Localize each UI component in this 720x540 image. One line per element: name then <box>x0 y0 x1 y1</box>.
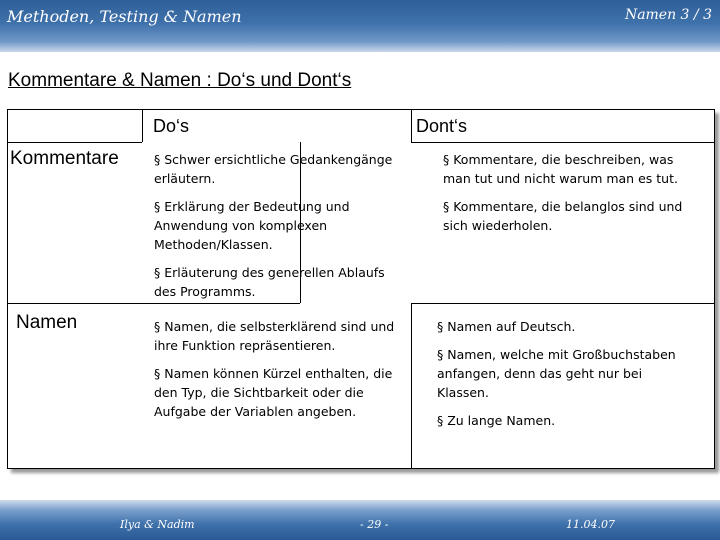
presentation-title: Methoden, Testing & Namen <box>7 7 242 26</box>
list-item: § Zu lange Namen. <box>437 413 556 428</box>
list-item: § Schwer ersichtliche Gedankengänge erläutern. <box>154 152 393 186</box>
divider <box>8 142 142 143</box>
list-item: § Kommentare, die beschreiben, was man tut und nicht warum man es tut. <box>443 152 678 186</box>
list-item: § Namen, welche mit Großbuchstaben anfangen, denn das geht nur bei Klassen. <box>437 347 676 400</box>
slide-label: Namen 3 / 3 <box>624 7 712 23</box>
divider <box>411 303 412 468</box>
divider <box>411 142 714 143</box>
list-item: § Kommentare, die belanglos sind und sich wiederholen. <box>443 199 683 233</box>
list-item: § Erläuterung des generellen Ablaufs des Programms. <box>154 265 385 299</box>
list-item: § Namen auf Deutsch. <box>437 319 576 334</box>
list-item: § Namen, die selbsterklärend sind und ihre Funktion repräsentieren. <box>154 319 395 353</box>
column-header-donts: Dont‘s <box>416 116 468 136</box>
row-header-kommentare: Kommentare <box>10 148 119 169</box>
content-table <box>7 109 715 469</box>
row-header-namen: Namen <box>16 312 78 333</box>
namen-donts-cell <box>437 317 687 439</box>
footer-date: 11.04.07 <box>566 518 615 531</box>
column-header-dos: Do‘s <box>153 116 190 136</box>
divider <box>411 303 714 304</box>
divider <box>411 110 412 142</box>
list-item: § Namen können Kürzel enthalten, die den Typ, die Sichtbarkeit oder die Aufgabe der Variablen angeben. <box>154 366 393 419</box>
header-bar <box>0 0 720 52</box>
footer-bar <box>0 500 720 540</box>
kommentare-donts-cell <box>443 150 693 244</box>
divider <box>142 110 143 142</box>
footer-page-number: - 29 - <box>360 518 389 531</box>
list-item: § Erklärung der Bedeutung und Anwendung von komplexen Methoden/Klassen. <box>154 199 350 252</box>
footer-author: Ilya & Nadim <box>120 518 195 531</box>
kommentare-dos-cell <box>154 150 409 310</box>
slide-title: Kommentare & Namen : Do‘s und Dont‘s <box>8 70 352 91</box>
namen-dos-cell <box>154 317 404 430</box>
